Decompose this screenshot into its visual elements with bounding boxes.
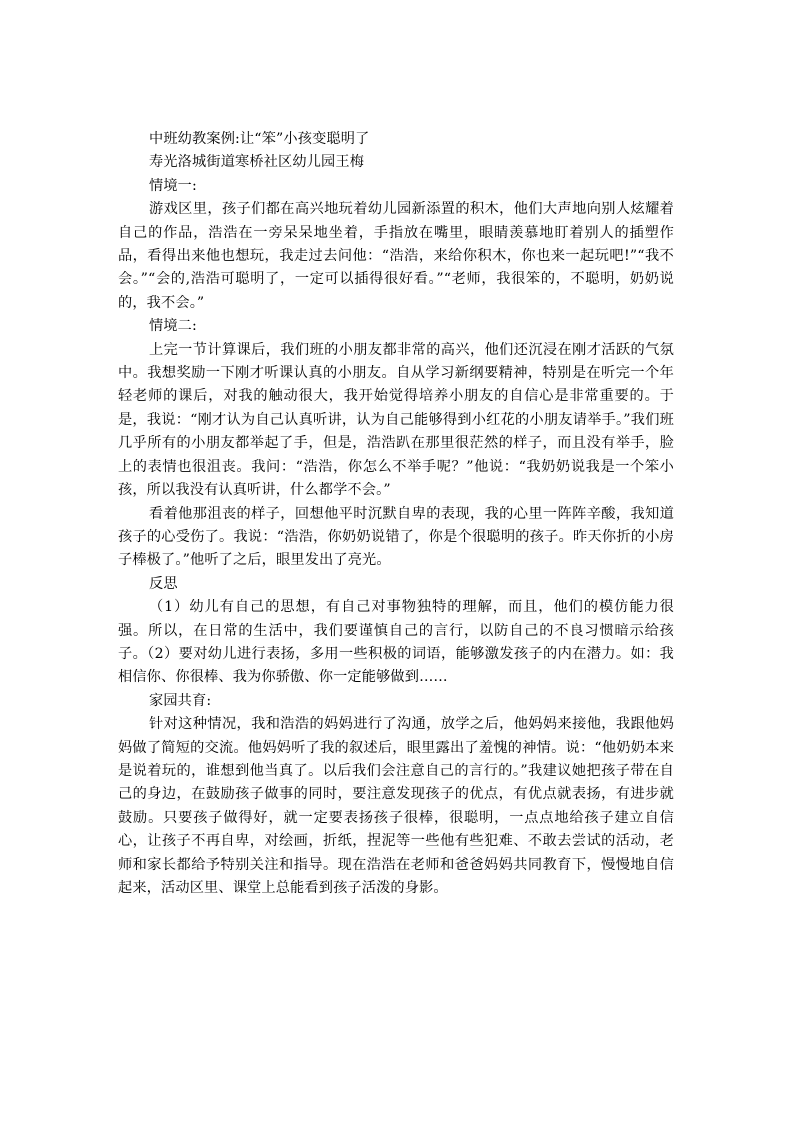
section-paragraph: （1）幼儿有自己的思想，有自己对事物独特的理解，而且，他们的模仿能力很强。所以，在日常的生活中，我们要谨慎自己的言行，以防自己的不良习惯暗示给孩子。（2）要对幼儿进行表扬，多用一些积极的词语，能够激发孩子的内在潜力。如：我相信你、你很棒、我为你骄傲、你一定能够做到…… bbox=[118, 599, 674, 686]
document-page bbox=[118, 128, 674, 900]
section-paragraph: 针对这种情况，我和浩浩的妈妈进行了沟通，放学之后，他妈妈来接他，我跟他妈妈做了简短的交流。他妈妈听了我的叙述后，眼里露出了羞愧的神情。说：“他奶奶本来是说着玩的，谁想到他当真了。以后我们会注意自己的言行的。”我建议她把孩子带在自己的身边，在鼓励孩子做事的同时，要注意发现孩子的优点，有优点就表扬，有进步就鼓励。只要孩子做得好，就一定要表扬孩子很棒，很聪明，一点点地给孩子建立自信心，让孩子不再自卑，对绘画，折纸，捏泥等一些他有些犯难、不敢去尝试的活动，老师和家长都给予特别关注和指导。现在浩浩在老师和爸爸妈妈共同教育下，慢慢地自信起来，活动区里、课堂上总能看到孩子活泼的身影。 bbox=[118, 716, 674, 896]
section-heading: 反思 bbox=[149, 575, 178, 592]
section-heading: 情境二: bbox=[149, 318, 197, 335]
section-paragraph: 上完一节计算课后，我们班的小朋友都非常的高兴，他们还沉浸在刚才活跃的气氛中。我想奖励一下刚才听课认真的小朋友。自从学习新纲要精神，特别是在听完一个年轻老师的课后，对我的触动很大，我开始觉得培养小朋友的自信心是非常重要的。于是，我说：“刚才认为自己认真听讲，认为自己能够得到小红花的小朋友请举手。”我们班几乎所有的小朋友都举起了手，但是，浩浩趴在那里很茫然的样子，而且没有举手，脸上的表情也很沮丧。我问：“浩浩，你怎么不举手呢？”他说：“我奶奶说我是一个笨小孩，所以我没有认真听讲，什么都学不会。” bbox=[118, 341, 674, 499]
document-title: 中班幼教案例:让“笨”小孩变聪明了 bbox=[149, 131, 370, 147]
section-heading: 家园共育: bbox=[149, 692, 212, 709]
section-heading: 情境一: bbox=[149, 177, 197, 194]
section-paragraph: 游戏区里，孩子们都在高兴地玩着幼儿园新添置的积木，他们大声地向别人炫耀着自己的作品，浩浩在一旁呆呆地坐着，手指放在嘴里，眼睛羡慕地盯着别人的插塑作品，看得出来他也想玩，我走过去问他：“浩浩，来给你积木，你也来一起玩吧!”“我不会。”“会的,浩浩可聪明了，一定可以插得很好看。”“老师，我很笨的，不聪明，奶奶说的，我不会。” bbox=[118, 201, 674, 311]
section-paragraph: 看着他那沮丧的样子，回想他平时沉默自卑的表现，我的心里一阵阵辛酸，我知道孩子的心受伤了。我说：“浩浩，你奶奶说错了，你是个很聪明的孩子。昨天你折的小房子棒极了。”他听了之后，眼里发出了亮光。 bbox=[118, 505, 674, 569]
document-author: 寿光洛城街道寒桥社区幼儿园王梅 bbox=[149, 154, 365, 171]
